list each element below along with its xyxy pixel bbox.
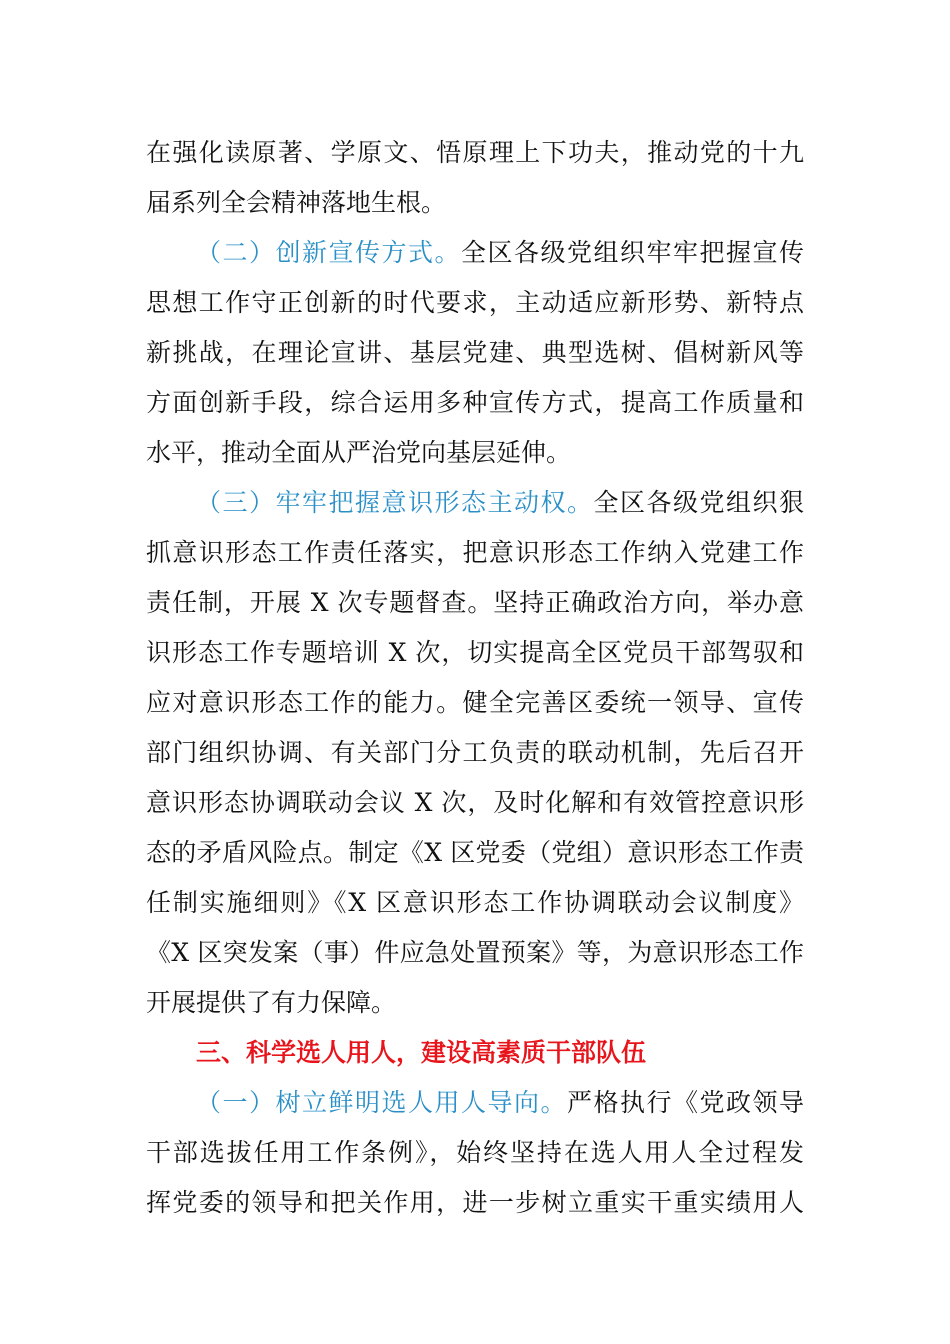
body-line: 识形态工作专题培训 X 次，切实提高全区党员干部驾驭和	[146, 638, 804, 667]
section-heading: 三、科学选人用人，建设高素质干部队伍	[196, 1038, 647, 1067]
subheading-text: （三）牢牢把握意识形态主动权。	[196, 488, 594, 517]
body-line: 抓意识形态工作责任落实，把意识形态工作纳入党建工作	[146, 538, 804, 567]
subheading-line: （二）创新宣传方式。全区各级党组织牢牢把握宣传	[196, 238, 804, 267]
subheading-text: （二）创新宣传方式。	[196, 238, 461, 267]
subheading-line: （三）牢牢把握意识形态主动权。全区各级党组织狠	[196, 488, 804, 517]
body-line: 水平，推动全面从严治党向基层延伸。	[146, 438, 572, 467]
body-line: 意识形态协调联动会议 X 次，及时化解和有效管控意识形	[146, 788, 804, 817]
body-line: 部门组织协调、有关部门分工负责的联动机制，先后召开	[146, 738, 804, 767]
body-line: 届系列全会精神落地生根。	[146, 188, 447, 217]
body-line: 态的矛盾风险点。制定《X 区党委（党组）意识形态工作责	[146, 838, 804, 867]
body-line: 新挑战，在理论宣讲、基层党建、典型选树、倡树新风等	[146, 338, 804, 367]
body-line: 《X 区突发案（事）件应急处置预案》等，为意识形态工作	[146, 938, 804, 967]
body-line: 方面创新手段，综合运用多种宣传方式，提高工作质量和	[146, 388, 804, 417]
body-line: 责任制，开展 X 次专题督查。坚持正确政治方向，举办意	[146, 588, 804, 617]
body-line: 任制实施细则》《X 区意识形态工作协调联动会议制度》	[146, 888, 804, 917]
body-line: 开展提供了有力保障。	[146, 988, 397, 1017]
body-line: 在强化读原著、学原文、悟原理上下功夫，推动党的十九	[146, 138, 804, 167]
body-line: 思想工作守正创新的时代要求，主动适应新形势、新特点	[146, 288, 804, 317]
body-line: 应对意识形态工作的能力。健全完善区委统一领导、宣传	[146, 688, 804, 717]
body-line: 干部选拔任用工作条例》，始终坚持在选人用人全过程发	[146, 1138, 804, 1167]
body-line: 挥党委的领导和把关作用，进一步树立重实干重实绩用人	[146, 1188, 804, 1217]
subheading-line: （一）树立鲜明选人用人导向。严格执行《党政领导	[196, 1088, 804, 1117]
subheading-text: （一）树立鲜明选人用人导向。	[196, 1088, 567, 1117]
